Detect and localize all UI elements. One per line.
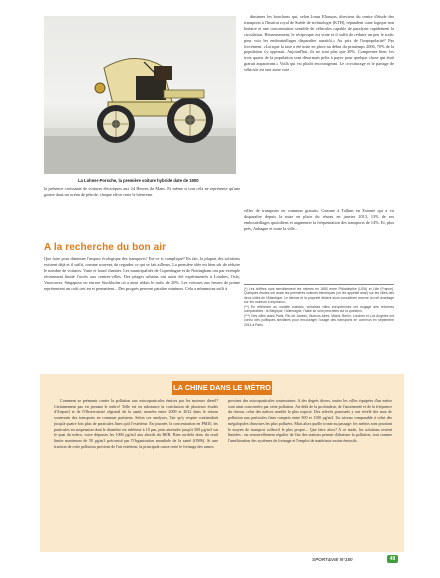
footnote-1: (*) Les chiffres sont sensiblement les mêmes en 1880 entre Philadelphie (USA) et Lille (France). Quelques études ont aussi les premières voitures électriques (on les appelait ainsi) sur les villes des deux côtés de l'Atlantique. Le silence et la propreté étaient alors considérés comme un net avantage sur les moteurs à explosion... [244,287,394,304]
sidebar-box-title: LA CHINE DANS LE MÉTRO [172,381,272,395]
right-body-text-1: diminuer les bouchons qui, selon Jonas Eliasson, directeur du centre d'étude des transports à l'Institut royal de Suède de technologie (KTH), répandent «une logique non linéaire et une concentration sensible de véhicules capable de paralyser rapidement la circulation. Heureusement, le réciproque est vraie et il suffit de réduire un peu le trafic pour voir les embouteillages disparaître aussitôt.» Au prix de l'impopularité? Pas forcément. «Lorsque la taxe a été mise en place au début du printemps 2006, 70% de la population s'y opposait. Aujourd'hui, ils ne sont plus que 30%. Comprenez bien: les trois quarts de la population sont désormais prêts à payer pour quelque chose qui était gratuit auparavant.» Voilà qui est plutôt encourageant. Le covoiturage et le partage de véhicule est une autre voie... [244,14,394,73]
footnote-3: (***) Des villes aussi Paris, Rio de Janeiro, Buenos Aires, Miami, Berlin, Londres et Los Angeles ont connu des politiques similaires pour encourager l'usage des transports en commun en septembre 2014 à Paris. [244,313,394,327]
page-footer [312,557,353,562]
sidebar-box-left [54,398,218,449]
footnote-2: (**) En référence au modèle suédois, certaines villes européennes ont engagé des réformes comparables : la Belgique, l'Allemagne, l'Italie se sont penchées sur la question. [244,304,394,314]
sidebar-box-right-text: provient des microparticules souterraines. A des degrés divers, toutes les villes équipées d'un métro sont ainsi concernées par cette pollution. Au-delà de la profondeur, de l'ancienneté et de la fréquence du réseau, celui des métros semble le plus exposé. Des relevés ponctuels y ont révélé des taux de pollution aux particules fines compris entre 500 et 1100 µg/m3. Un niveau comparable à celui des mégalopoles chinoises les plus polluées. Mais alors quelle ironie au passage: les métros sont pourtant le moyen de transport collectif le plus propre... Que faire alors? A ce stade, les solutions restent limitées : un renouvellement régulier de l'air des stations permet d'abaisser la pollution, tout comme l'amélioration des systèmes de freinage et l'emploi de matériaux moins émissifs. [228,398,392,443]
issue-number: N°150 [339,557,353,562]
footnotes [244,287,394,327]
sidebar-box-right [228,398,392,444]
left-body [44,256,240,291]
intro-paragraph [44,186,240,198]
vintage-car-photo [44,16,236,174]
vintage-car-image [44,16,236,174]
sidebar-box [40,374,404,552]
left-body-text: Que faire pour diminuer l'impact écologique des transports? Est-ce si compliqué? En fait, la plupart des solutions existent déjà et il suffit, comme souvent, de regarder ce qui se fait ailleurs. La première idée est bien sûr de réduire le nombre de voitures. Vaste et lourd chantier. Les municipalités de Copenhague et de Nottingham ont par exemple récemment limité l'accès aux centres-villes. Des péages urbains ont aussi été expérimentés à Londres, Oslo, Vancouver, Singapour ou encore Stockholm où a ainsi réduit le trafic de 20%. Les voitures aux heures de pointe représentent un coût très en et permettent... Des progrès peuvent paraître minimes. Cela a néanmoins suffi à [44,256,240,291]
section-heading: A la recherche du bon air [44,242,167,253]
page-number: 49 [387,555,398,563]
intro-text: la présence croissante de voitures électriques aux 24 Heures du Mans. Et même si tout cela ne représente qu'une goutte dans un océan de pétrole, chaque effort reste le bienvenu. [44,186,240,197]
right-body-text-2: villes de transports en commun gratuits. Comme à Tallinn en Estonie qui a vu disparaître depuis la mise en place du réseau en janvier 2013, 13% de ses embouteillages quotidiens et augmenter la fréquentation des transports de 14%. Et, plus près, Aubagne et toute la ville... [244,208,394,231]
right-body [244,14,394,73]
magazine-name: SPORT&VIE [312,557,339,562]
photo-caption: La Lohner-Porsche, la première voiture hybride date de 1900 [78,178,199,183]
sidebar-box-left-text: Comment se prémunir contre la pollution aux microparticules émises par les moteurs diesel? Certainement pas en prenant le métro! Telle est en substance la conclusion de plusieurs études d'Airparif et de l'Observatoire régional de la santé, menées entre 2009 et 2012 dans le réseau souterrain des transports en commun parisiens. Selon ces analyses, l'air qu'y respire contiendrait jusqu'à quatre fois plus de particules fines qu'à l'extérieur. En journée, la concentration en PM10, les particules en suspension dont le diamètre est inférieur à 10 µm, peut atteindre jusqu'à 500 µg/m3 sur le quai du métro, voire dépasser les 1000 µg/m3 aux abords du RER. Bien au-delà donc du seuil limite maximum de 50 µg/m3 préconisé par l'Organisation mondiale de la santé (OMS). Si une fraction de cette pollution provient de l'air extérieur, la principale cause reste le freinage des rames. [54,398,218,449]
right-body-2 [244,208,394,232]
